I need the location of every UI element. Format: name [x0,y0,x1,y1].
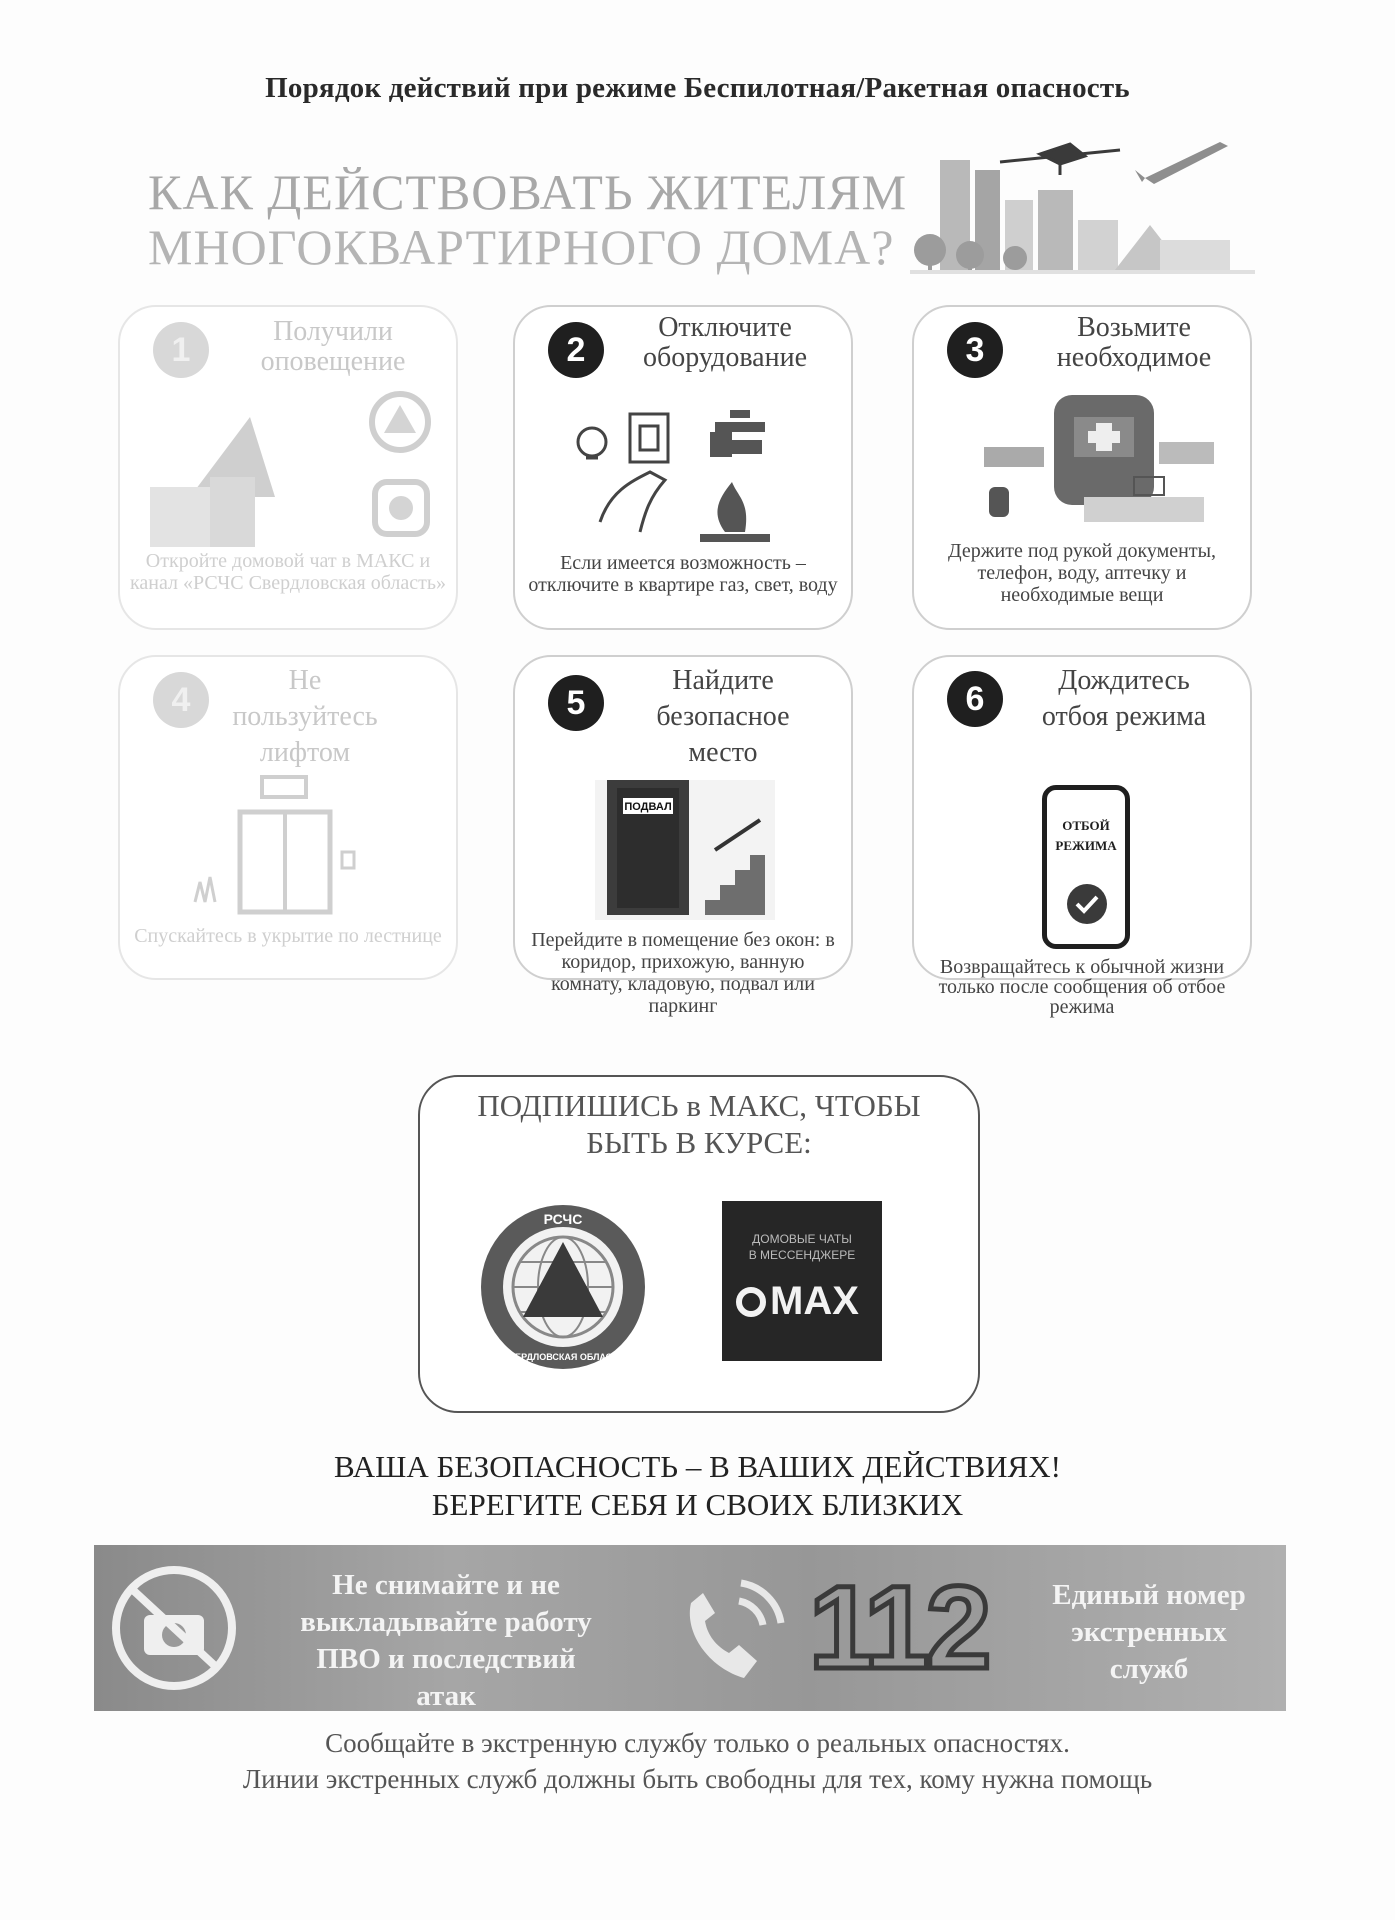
no-filming-warning: Не снимайте и не выкладывайте работу ПВО и последствий атак [300,1569,592,1712]
subscribe-title-line-2: БЫТЬ В КУРСЕ: [586,1125,812,1160]
phone-text-line-2: РЕЖИМА [1055,838,1117,853]
step-number-badge: 1 [153,322,209,378]
city-drone-illustration [910,130,1255,290]
elevator-illustration [170,777,410,917]
step-title: Возьмите необходимое [1056,312,1212,373]
step-description: Перейдите в помещение без окон: в коридор, прихожую, ванную комнату, кладовую, подвал или паркинг [531,929,835,1017]
slogan [0,1448,1395,1524]
phone-text-line-1: ОТБОЙ [1062,818,1110,833]
phone-illustration [1042,785,1130,949]
subscribe-box [418,1075,980,1413]
switch-tap-gas-illustration [570,402,810,552]
emergency-number-label: Единый номер экстренных служб [1052,1579,1246,1685]
basement-sign-text: ПОДВАЛ [624,801,672,813]
step-title: Дождитесь отбоя режима [1041,665,1207,732]
headline-line-1: КАК ДЕЙСТВОВАТЬ ЖИТЕЛЯМ [148,164,908,220]
step-title: Не пользуйтесь лифтом [232,665,378,768]
step-number-badge: 5 [548,675,604,731]
subscribe-title-line-1: ПОДПИШИСЬ в МАКС, ЧТОБЫ [477,1088,921,1123]
step-card-3 [912,305,1252,630]
document-title: Порядок действий при режиме Беспилотная/Ракетная опасность [265,72,1130,104]
max-messenger-tile[interactable] [722,1201,882,1361]
basement-door-illustration [595,780,775,920]
footer-line-2: Линии экстренных служб должны быть свободны для тех, кому нужна помощь [242,1764,1153,1794]
slogan-line-2: БЕРЕГИТЕ СЕБЯ И СВОИХ БЛИЗКИХ [431,1487,964,1522]
max-small-line-1: ДОМОВЫЕ ЧАТЫ [752,1232,852,1246]
footer-note [0,1725,1395,1797]
subscribe-title [420,1087,978,1161]
step-title: Найдите безопасное место [656,665,790,768]
step-card-2 [513,305,853,630]
step-card-1 [118,305,458,630]
step-card-4 [118,655,458,980]
emblem-bottom-text: СВЕРДЛОВСКАЯ ОБЛАСТЬ [502,1352,624,1362]
max-small-line-2: В МЕССЕНДЖЕРЕ [748,1248,856,1262]
step-number-badge: 4 [153,672,209,728]
step-number-badge: 3 [947,322,1003,378]
headline [148,165,907,275]
no-filming-icon [106,1563,246,1693]
step-card-6 [912,655,1252,1018]
emblem-top-text: РСЧС [543,1211,583,1227]
max-logo [736,1279,859,1324]
slogan-line-1: ВАША БЕЗОПАСНОСТЬ – В ВАШИХ ДЕЙСТВИЯХ! [334,1449,1061,1484]
step-number-badge: 6 [947,671,1003,727]
step-description: Откройте домовой чат в МАКС и канал «РСЧС Свердловская область» [130,550,446,594]
step-description: Держите под рукой документы, телефон, воду, аптечку и необходимые вещи [947,540,1217,606]
step-description: Если имеется возможность – отключите в квартире газ, свет, воду [528,552,838,596]
step-card-5 [513,655,853,1017]
emergency-backpack-illustration [964,387,1224,537]
max-logo-icon [736,1287,766,1317]
loudspeaker-illustration [140,387,440,547]
step-title: Отключите оборудование [642,312,808,373]
step-description: Спускайтесь в укрытие по лестнице [134,925,442,947]
step-description: Возвращайтесь к обычной жизни только после сообщения об отбое режима [938,956,1226,1018]
headline-line-2: МНОГОКВАРТИРНОГО ДОМА? [148,219,895,275]
step-number-badge: 2 [548,322,604,378]
footer-line-1: Сообщайте в экстренную службу только о реальных опасностях. [325,1728,1070,1758]
max-logo-text: MAX [770,1279,859,1323]
checkmark-icon [1065,882,1109,926]
warning-banner [94,1545,1286,1711]
step-title: Получили оповещение [260,316,406,377]
phone-call-icon [669,1573,789,1693]
emergency-number: 112 [809,1562,988,1694]
rschs-emblem [478,1202,648,1372]
